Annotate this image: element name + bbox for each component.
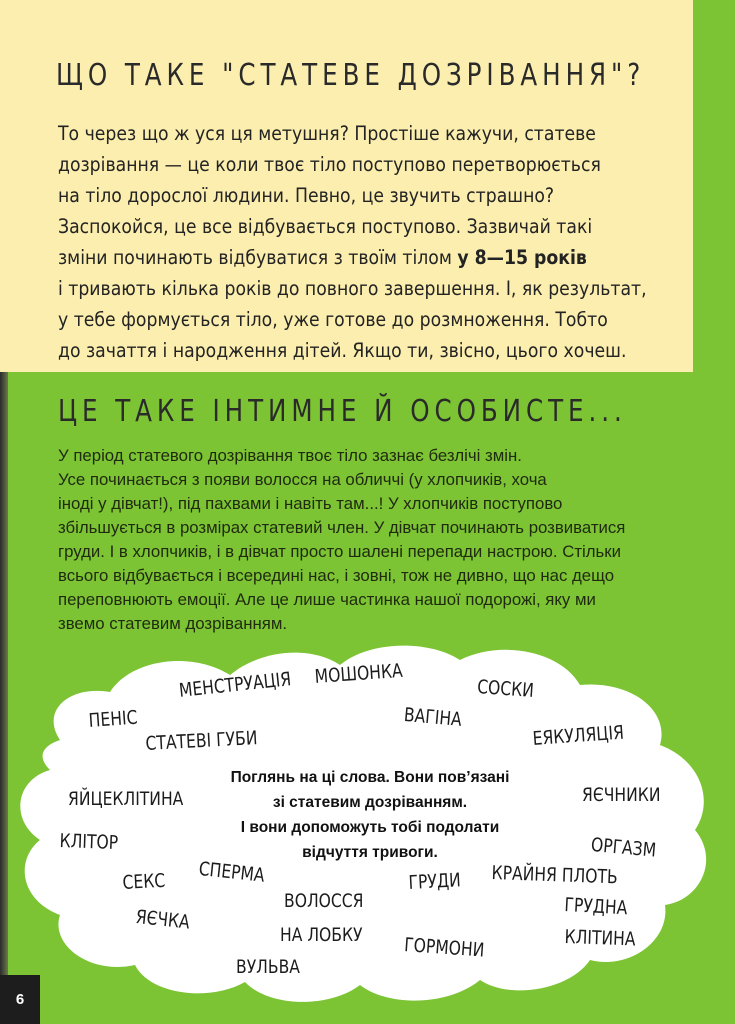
- cloud-word: СТАТЕВІ ГУБИ: [145, 727, 258, 755]
- text-line: до зачаття і народження дітей. Якщо ти, звісно, цього хочеш.: [58, 339, 627, 362]
- section1-text: [58, 118, 658, 366]
- text-line: Заспокойся, це все відбувається поступово. Зазвичай такі: [58, 215, 593, 238]
- instruction-line: зі статевим дозріванням.: [272, 794, 468, 811]
- age-range-highlight: у 8—15 років: [457, 246, 587, 269]
- cloud-word: ПЕНІС: [88, 706, 139, 732]
- cloud-word: СЕКС: [122, 869, 166, 894]
- text-line: на тіло дорослої людини. Певно, це звучить страшно?: [58, 184, 555, 207]
- cloud-word: ГРУДНА: [563, 894, 628, 920]
- cloud-word: КРАЙНЯ ПЛОТЬ: [491, 862, 619, 889]
- instruction-line: відчуття тривоги.: [302, 844, 438, 861]
- cloud-word: СПЕРМА: [197, 858, 266, 887]
- cloud-word: НА ЛОБКУ: [280, 924, 363, 946]
- text-line: і тривають кілька років до повного завершення. І, як результат,: [58, 277, 647, 300]
- text-line: То через що ж уся ця метушня? Простіше кажучи, статеве: [58, 122, 596, 145]
- cloud-word: ГРУДИ: [408, 869, 462, 894]
- cloud-word: ВУЛЬВА: [236, 956, 300, 978]
- text-line: [58, 242, 598, 273]
- section1-title: ЩО ТАКЕ "СТАТЕВЕ ДОЗРІВАННЯ"?: [56, 58, 646, 93]
- cloud-word: КЛІТОР: [59, 830, 119, 855]
- cloud-word: ЕЯКУЛЯЦІЯ: [532, 721, 625, 750]
- text-line: всього відбувається і всередині нас, і зовні, тож не дивно, що нас дещо: [58, 566, 615, 585]
- section2-text: [58, 444, 698, 636]
- cloud-word: МОШОНКА: [314, 659, 404, 688]
- section2-title: ЦЕ ТАКЕ ІНТИМНЕ Й ОСОБИСТЕ...: [58, 394, 627, 429]
- cloud-word: ГОРМОНИ: [403, 934, 486, 962]
- cloud-word: ЯЙЦЕКЛІТИНА: [68, 788, 184, 810]
- cloud-word: ЯЄЧНИКИ: [582, 784, 661, 806]
- cloud-word: ВОЛОССЯ: [284, 890, 364, 912]
- text-line: у тебе формується тіло, уже готове до розмноження. Тобто: [58, 308, 608, 331]
- cloud-word: КЛІТИНА: [564, 926, 636, 951]
- cloud-word: ОРГАЗМ: [590, 834, 658, 862]
- cloud-word: ВАГІНА: [403, 704, 463, 731]
- text-line: груди. І в хлопчиків, і в дівчат просто шалені перепади настрою. Стільки: [58, 542, 621, 561]
- cloud-instructions: [190, 765, 550, 865]
- cloud-word: МЕНСТРУАЦІЯ: [178, 668, 293, 702]
- text-line: дозрівання — це коли твоє тіло поступово перетворюється: [58, 153, 601, 176]
- page-number: 6: [0, 975, 40, 1024]
- text-line: У період статевого дозрівання твоє тіло зазнає безлічі змін.: [58, 446, 522, 465]
- text-line: звемо статевим дозріванням.: [58, 614, 288, 633]
- text-line: іноді у дівчат!), під пахвами і навіть там...! У хлопчиків поступово: [58, 494, 563, 513]
- text-line: переповнюють емоції. Але це лише частинка нашої подорожі, яку ми: [58, 590, 596, 609]
- cloud-word: ЯЄЧКА: [134, 906, 191, 934]
- text-fragment: зміни починають відбуватися з твоїм тілом: [58, 246, 458, 269]
- text-line: збільшується в розмірах статевий член. У дівчат починають розвиватися: [58, 518, 626, 537]
- cloud-word: СОСКИ: [476, 676, 535, 702]
- text-line: Усе починається з появи волосся на обличчі (у хлопчиків, хоча: [58, 470, 547, 489]
- instruction-line: І вони допоможуть тобі подолати: [240, 819, 500, 836]
- instruction-line: Поглянь на ці слова. Вони пов’язані: [230, 769, 510, 786]
